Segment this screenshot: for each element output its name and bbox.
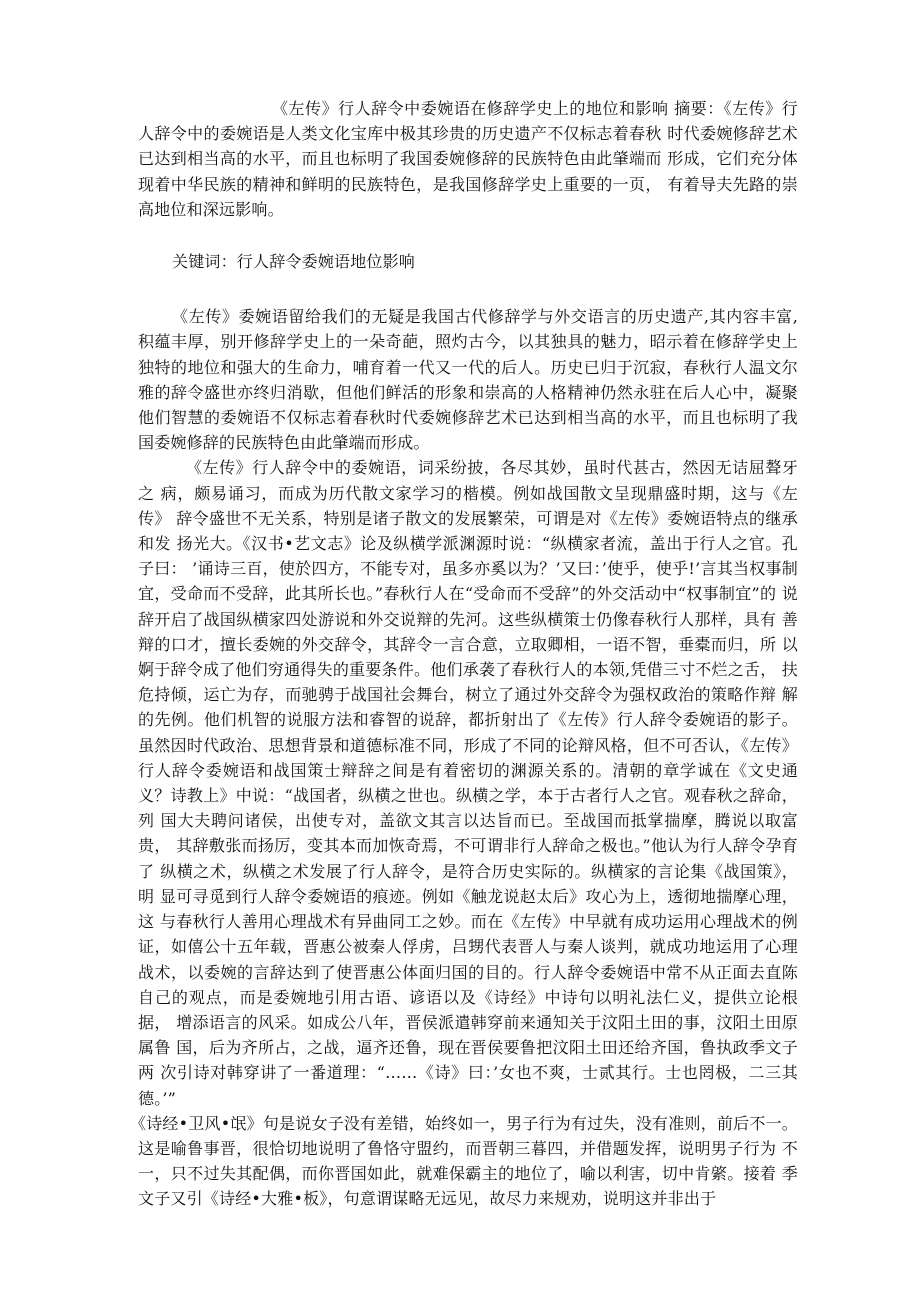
document-page bbox=[130, 96, 798, 1212]
abstract-paragraph: 《左传》行人辞令中委婉语在修辞学史上的地位和影响 摘要：《左传》行人辞令中的委婉语是人类文化宝库中极其珍贵的历史遗产不仅标志着春秋 时代委婉修辞艺术已达到相当高的水平，而且也标明了我国委婉修辞的民族特色由此肇端而 形成，它们充分体现着中华民族的精神和鲜明的民族特色，是我国修辞学史上重要的一页， 有着导夫先路的崇高地位和深远影响。 bbox=[138, 99, 798, 219]
keywords-line: 关键词：行人辞令委婉语地位影响 bbox=[172, 252, 416, 272]
body-paragraph-2: 《左传》行人辞令中的委婉语，词采纷披，各尽其妙，虽时代甚古，然因无诘屈聱牙之 病，颇易诵习，而成为历代散文家学习的楷模。例如战国散文呈现鼎盛时期，这与《左传》 辞令盛世不无关系，特别是诸子散文的发展繁荣，可谓是对《左传》委婉语特点的继承和发 扬光大。《汉书•艺文志》论及纵横学派渊源时说：“纵横家者流，盖出于行人之官。孔子曰： ’诵诗三百，使於四方，不能专对，虽多亦奚以为？’又曰：’使乎，使乎!’言其当权事制 宜，受命而不受辞，此其所长也。”春秋行人在“受命而不受辞”的外交活动中“权事制宜”的 说辞开启了战国纵横家四处游说和外交说辩的先河。这些纵横策士仍像春秋行人那样，具有 善辩的口才，擅长委婉的外交辞令，其辞令一言合意，立取卿相，一语不智，垂橐而归，所 以婀于辞令成了他们穷通得失的重要条件。他们承袭了春秋行人的本领,凭借三寸不烂之舌， 扶危持倾，运亡为存，而驰骋于战国社会舞台，树立了通过外交辞令为强权政治的策略作辩 解的先例。他们机智的说服方法和睿智的说辞，都折射出了《左传》行人辞令委婉语的影子。 虽然因时代政治、思想背景和道德标准不同，形成了不同的论辩风格，但不可否认，《左传》 行人辞令委婉语和战国策士辩辞之间是有着密切的渊源关系的。清朝的章学诚在《文史通义？诗教上》中说：“战国者，纵横之世也。纵横之学，本于古者行人之官。观春秋之辞命，列 国大夫聘问诸侯，出使专对，盖欲文其言以达旨而已。至战国而抵掌揣摩，腾说以取富贵， 其辞敷张而扬厉，变其本而加恢奇焉，不可谓非行人辞命之极也。”他认为行人辞令孕育了 纵横之术，纵横之术发展了行人辞令，是符合历史实际的。纵横家的言论集《战国策》，明 显可寻觅到行人辞令委婉语的痕迹。例如《触龙说赵太后》攻心为上，透彻地揣摩心理，这 与春秋行人善用心理战术有异曲同工之妙。而在《左传》中早就有成功运用心理战术的例 证，如僖公十五年载，晋惠公被秦人俘虏，吕甥代表晋人与秦人谈判，就成功地运用了心理 战术，以委婉的言辞达到了使晋惠公体面归国的目的。行人辞令委婉语中常不从正面去直陈 自己的观点，而是委婉地引用古语、谚语以及《诗经》中诗句以明礼法仁义，提供立论根据， 增添语言的风采。如成公八年，晋侯派遣韩穿前来通知关于汶阳土田的事，汶阳土田原属鲁 国，后为齐所占，之战，逼齐还鲁，现在晋侯要鲁把汶阳土田还给齐国，鲁执政季文子两 次引诗对韩穿讲了一番道理：“……《诗》曰：’女也不爽，士贰其行。士也罔极，二三其德。’” bbox=[138, 458, 798, 1108]
body-paragraph-3: 《诗经•卫风•氓》句是说女子没有差错，始终如一，男子行为有过失，没有准则，前后不一。这是喻鲁事晋，很恰切地说明了鲁恪守盟约，而晋朝三暮四，并借题发挥，说明男子行为 不一，只不过失其配偶，而你晋国如此，就难保霸主的地位了，喻以利害，切中肯綮。接着 季文子又引《诗经•大雅•板》，句意谓谋略无远见，故尽力来规劝，说明这并非出于 bbox=[130, 1113, 798, 1209]
body-paragraph-1: 《左传》委婉语留给我们的无疑是我国古代修辞学与外交语言的历史遗产,其内容丰富,积蕴丰厚，别开修辞学史上的一朵奇葩，照灼古今，以其独具的魅力，昭示着在修辞学史上独特的地位和强大的生命力，哺育着一代又一代的后人。历史已归于沉寂，春秋行人温文尔雅的辞令盛世亦终归消歇，但他们鲜活的形象和崇高的人格精神仍然永驻在后人心中，凝聚他们智慧的委婉语不仅标志着春秋时代委婉修辞艺术已达到相当高的水平，而且也标明了我国委婉修辞的民族特色由此肇端而形成。 bbox=[138, 307, 798, 453]
